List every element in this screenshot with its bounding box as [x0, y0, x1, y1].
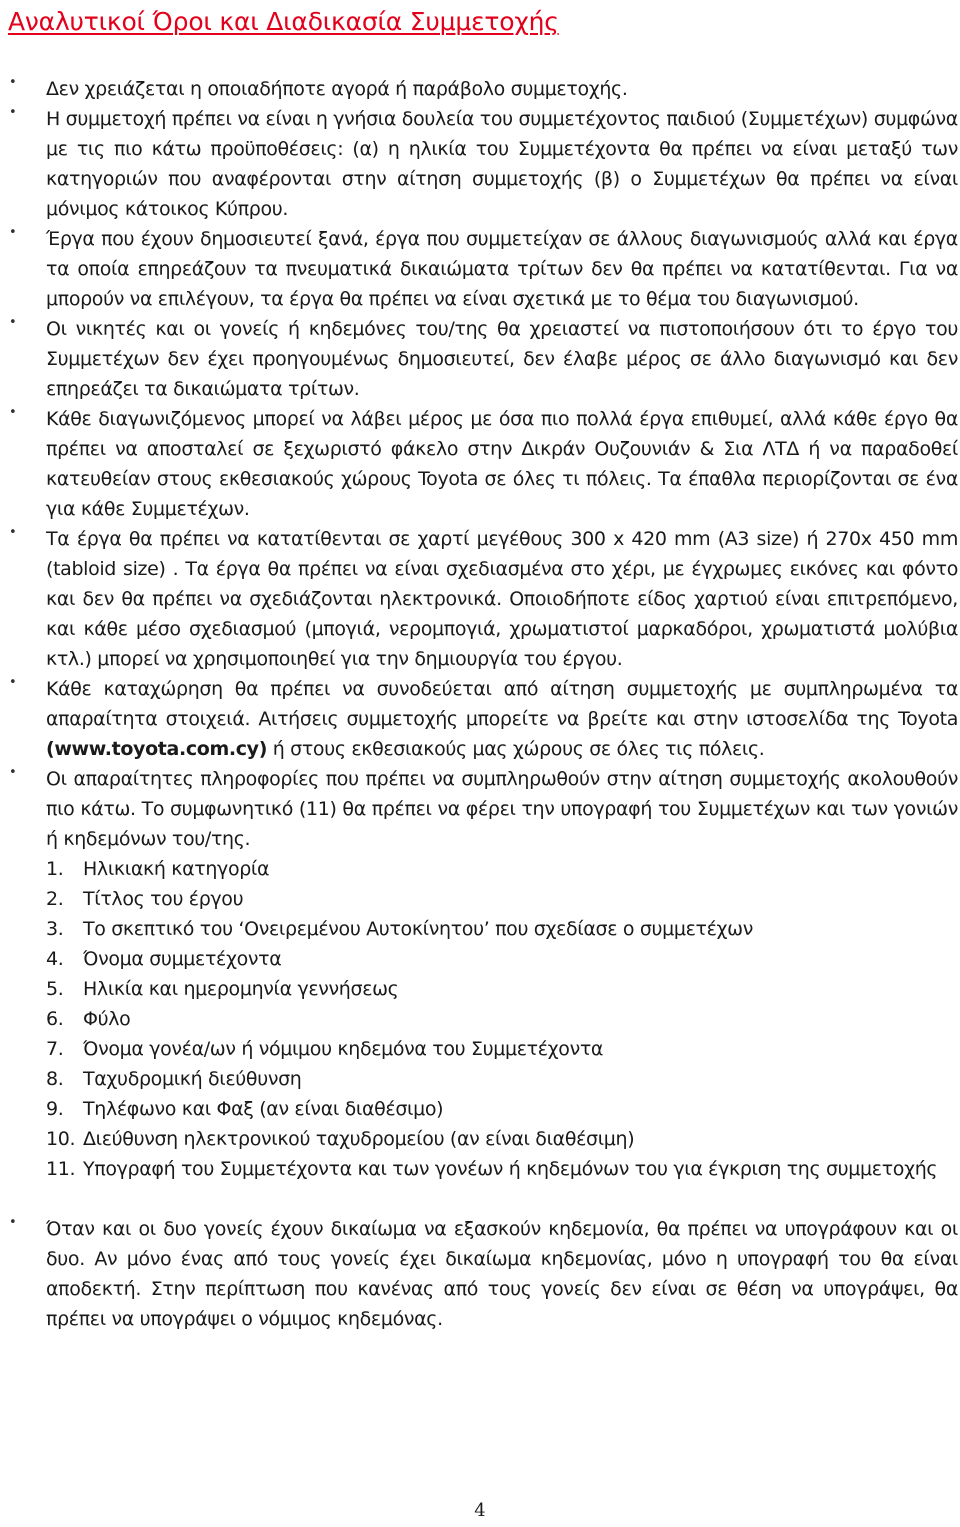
- list-item: [46, 1064, 958, 1094]
- item-text: Διεύθυνση ηλεκτρονικού ταχυδρομείου (αν είναι διαθέσιμη): [83, 1128, 635, 1150]
- item-number: 4.: [46, 948, 64, 970]
- application-text-end: ή στους εκθεσιακούς μας χώρους σε όλες τις πόλεις.: [267, 738, 765, 760]
- list-item: [46, 1034, 958, 1064]
- term-guardian-signature: • Όταν και οι δυο γονείς έχουν δικαίωμα να εξασκούν κηδεμονία, θα πρέπει να υπογράφουν και οι δυο. Αν μόνο ένας από τους γονείς έχει δικαίωμα κηδεμονίας, μόνο η υπογραφή του θα είναι αποδεκτή. Στην περίπτωση που κανένας από τους γονείς δεν είναι σε θέση να υπογράψει, θα πρέπει να υπογράψει ο νόμιμος κηδεμόνας.: [46, 1214, 958, 1334]
- application-text: Κάθε καταχώρηση θα πρέπει να συνοδεύεται από αίτηση συμμετοχής με συμπληρωμένα τα απαραίτητα στοιχειά. Αιτήσεις συμμετοχής μπορείτε να βρείτε και στην ιστοσελίδα της Toyota: [46, 678, 958, 730]
- term-no-purchase: • Δεν χρειάζεται η οποιαδήποτε αγορά ή παράβολο συμμετοχής.: [46, 74, 958, 104]
- item-number: 6.: [46, 1008, 64, 1030]
- required-info-list: [46, 854, 958, 1184]
- item-number: 11.: [46, 1158, 76, 1180]
- item-number: 10.: [46, 1128, 76, 1150]
- item-text: Υπογραφή του Συμμετέχοντα και των γονέων ή κηδεμόνων του για έγκριση της συμμετοχής: [83, 1158, 938, 1180]
- item-number: 3.: [46, 918, 64, 940]
- item-text: Ηλικία και ημερομηνία γεννήσεως: [83, 978, 399, 1000]
- item-text: Φύλο: [83, 1008, 131, 1030]
- list-item: [46, 854, 958, 884]
- list-item: [46, 1094, 958, 1124]
- terms-list: [46, 74, 958, 1334]
- item-number: 7.: [46, 1038, 64, 1060]
- toyota-website-link[interactable]: (www.toyota.com.cy): [46, 738, 268, 760]
- item-text: Όνομα συμμετέχοντα: [83, 948, 282, 970]
- term-genuine-work: • Η συμμετοχή πρέπει να είναι η γνήσια δουλεία του συμμετέχοντος παιδιού (Συμμετέχων) συμφώνα με τις πιο κάτω προϋποθέσεις: (α) η ηλικία του Συμμετέχοντα θα πρέπει να είναι μεταξύ των κατηγοριών που αναφέρονται στην αίτηση συμμετοχής (β) ο Συμμετέχων θα πρέπει να είναι μόνιμος κάτοικος Κύπρου.: [46, 104, 958, 224]
- item-text: Ηλικιακή κατηγορία: [83, 858, 270, 880]
- terms-content: [46, 74, 958, 1334]
- term-unpublished-works: • Έργα που έχουν δημοσιευτεί ξανά, έργα που συμμετείχαν σε άλλους διαγωνισμούς αλλά και έργα τα οποία επηρεάζουν τα πνευματικά δικαιώματα τρίτων δεν θα πρέπει να κατατίθενται. Για να μπορούν να επιλέγουν, τα έργα θα πρέπει να είναι σχετικά με το θέμα του διαγωνισμού.: [46, 224, 958, 314]
- item-text: Όνομα γονέα/ων ή νόμιμου κηδεμόνα του Συμμετέχοντα: [83, 1038, 604, 1060]
- item-number: 8.: [46, 1068, 64, 1090]
- item-number: 9.: [46, 1098, 64, 1120]
- item-number: 2.: [46, 888, 64, 910]
- item-text: Τίτλος του έργου: [83, 888, 244, 910]
- item-number: 1.: [46, 858, 64, 880]
- required-info-intro: • Οι απαραίτητες πληροφορίες που πρέπει να συμπληρωθούν στην αίτηση συμμετοχής ακολουθούν πιο κάτω. Το συμφωνητικό (11) θα πρέπει να φέρει την υπογραφή του Συμμετέχων και των γονιών ή κηδεμόνων του/της.: [46, 768, 958, 850]
- item-number: 5.: [46, 978, 64, 1000]
- list-item: [46, 974, 958, 1004]
- term-winners-certify: • Οι νικητές και οι γονείς ή κηδεμόνες του/της θα χρειαστεί να πιστοποιήσουν ότι το έργο του Συμμετέχων δεν έχει προηγουμένως δημοσιευτεί, δεν έλαβε μέρος σε άλλο διαγωνισμό και δεν επηρεάζει τα δικαιώματα τρίτων.: [46, 314, 958, 404]
- term-application-form: [46, 674, 958, 764]
- list-item: [46, 914, 958, 944]
- list-item: [46, 1154, 958, 1184]
- term-paper-size: • Τα έργα θα πρέπει να κατατίθενται σε χαρτί μεγέθους 300 x 420 mm (A3 size) ή 270x 450 mm (tabloid size) . Τα έργα θα πρέπει να είναι σχεδιασμένα στο χέρι, με έγχρωμες εικόνες και φόντο και δεν θα πρέπει να σχεδιάζονται ηλεκτρονικά. Οποιοδήποτε είδος χαρτιού είναι επιτρεπόμενο, και κάθε μέσο σχεδιασμού (μπογιά, νερομπογιά, χρωματιστοί μαρκαδόροι, χρωματιστά μολύβια κτλ.) μπορεί να χρησιμοποιηθεί για την δημιουργία του έργου.: [46, 524, 958, 674]
- page-title: Αναλυτικοί Όροι και Διαδικασία Συμμετοχής: [8, 7, 559, 36]
- page-number: 4: [474, 1500, 486, 1521]
- item-text: Τηλέφωνο και Φαξ (αν είναι διαθέσιμο): [83, 1098, 444, 1120]
- list-item: [46, 944, 958, 974]
- list-item: [46, 884, 958, 914]
- list-item: [46, 1124, 958, 1154]
- list-item: [46, 1004, 958, 1034]
- item-text: Ταχυδρομική διεύθυνση: [83, 1068, 302, 1090]
- item-text: Το σκεπτικό του ‘Ονειρεμένου Αυτοκίνητου’ που σχεδίασε ο συμμετέχων: [83, 918, 754, 940]
- term-required-info: [46, 764, 958, 1214]
- list-spacer: [46, 1184, 958, 1214]
- term-multiple-entries: • Κάθε διαγωνιζόμενος μπορεί να λάβει μέρος με όσα πιο πολλά έργα επιθυμεί, αλλά κάθε έργο θα πρέπει να αποσταλεί σε ξεχωριστό φάκελο στην Δικράν Ουζουνιάν & Σια ΛΤΔ ή να παραδοθεί κατευθείαν στους εκθεσιακούς χώρους Toyota σε όλες τι πόλεις. Τα έπαθλα περιορίζονται σε ένα για κάθε Συμμετέχων.: [46, 404, 958, 524]
